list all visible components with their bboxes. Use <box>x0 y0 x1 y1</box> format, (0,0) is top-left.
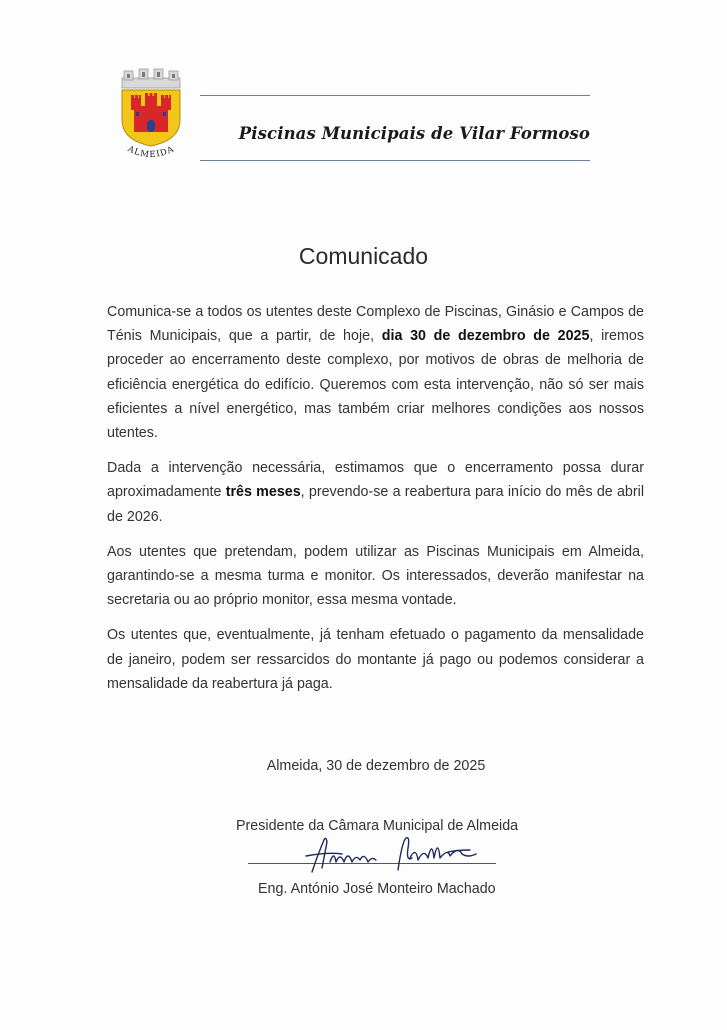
header-rule-top <box>200 95 590 96</box>
paragraph-alternative-pools: Aos utentes que pretendam, podem utilizar as Piscinas Municipais em Almeida, garantindo-se a mesma turma e monitor. Os interessados, deverão manifestar na secretaria ou ao próprio monitor, essa mesma vontade. <box>107 543 644 609</box>
closure-date: dia 30 de dezembro de 2025 <box>381 328 590 345</box>
handwritten-signature <box>298 832 498 876</box>
paragraph-refund: Os utentes que, eventualmente, já tenham efetuado o pagamento da mensalidade de janeiro, podem ser ressarcidos do montante já pago ou podemos considerar a mensalidade da reabertura já paga. <box>107 627 644 692</box>
closure-duration: três meses <box>225 484 301 501</box>
signatory-name: Eng. António José Monteiro Machado <box>258 881 496 897</box>
document-title: Comunicado <box>298 243 429 269</box>
document-body <box>107 300 644 707</box>
crest-motto: ALMEIDA <box>125 144 177 161</box>
header-rule-bottom <box>200 160 590 161</box>
paragraph-duration: Dada a intervenção necessária, estimamos que o encerramento possa durar aproximadamente três meses, prevendo-se a reabertura para início do mês de abril de 2026. <box>107 460 644 525</box>
organization-name: Piscinas Municipais de Vilar Formoso <box>238 124 590 143</box>
date-line: Almeida, 30 de dezembro de 2025 <box>266 758 486 774</box>
signatory-title: Presidente da Câmara Municipal de Almeida <box>236 818 519 834</box>
municipal-crest-logo <box>112 68 190 166</box>
paragraph-closure-notice: Comunica-se a todos os utentes deste Complexo de Piscinas, Ginásio e Campos de Ténis Municipais, que a partir, de hoje, dia 30 de dezembro de 2025, iremos proceder ao encerramento deste complexo, por motivos de obras de melhoria de eficiência energética do edifício. Queremos com esta intervenção, não só ser mais eficientes a nível energético, mas também criar melhores condições aos nossos utentes. <box>107 304 645 442</box>
